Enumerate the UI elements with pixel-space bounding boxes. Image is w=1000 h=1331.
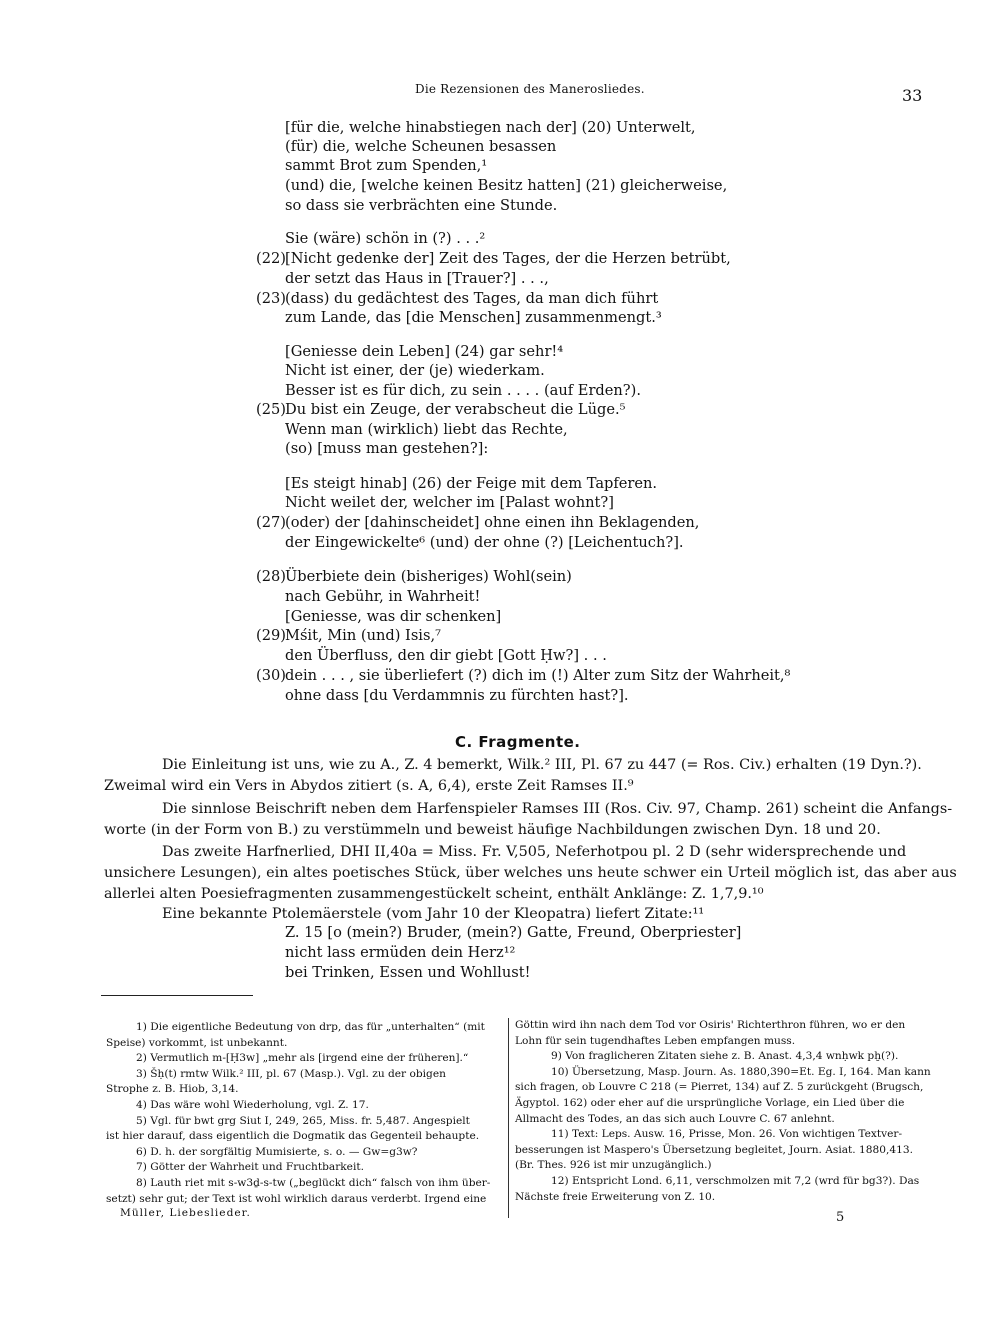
verse-text: (für) die, welche Scheunen besassen xyxy=(285,138,557,155)
poem-line xyxy=(256,289,659,309)
sheet-number: 5 xyxy=(836,1210,845,1225)
footnote-line: 4) Das wäre wohl Wiederholung, vgl. Z. 17. xyxy=(136,1098,369,1111)
verse-text: sammt Brot zum Spenden,¹ xyxy=(285,157,488,174)
verse-text: Überbiete dein (bisheriges) Wohl(sein) xyxy=(285,568,572,585)
verse-text: Du bist ein Zeuge, der verabscheut die Lüge.⁵ xyxy=(285,401,626,418)
poem-line xyxy=(285,420,568,440)
verse-text: der Eingewickelte⁶ (und) der ohne (?) [Leichentuch?]. xyxy=(285,534,684,551)
poem-line xyxy=(285,176,727,196)
footnote-line: 3) Šḥ(t) rmtw Wilk.² III, pl. 67 (Masp.). Vgl. zu der obigen xyxy=(136,1067,446,1080)
paragraph-line: unsichere Lesungen), ein altes poetisches Stück, über welches uns heute schwer ein Urteil möglich ist, das aber aus xyxy=(104,865,957,881)
paragraph-line: Die sinnlose Beischrift neben dem Harfenspieler Ramses III (Ros. Civ. 97, Champ. 261) scheint die Anfangs- xyxy=(162,801,953,817)
poem-line xyxy=(256,567,572,587)
paragraph-line: Das zweite Harfnerlied, DHI II,40a = Miss. Fr. V,505, Neferhotpou pl. 2 D (sehr widersprechende und xyxy=(162,844,907,860)
footnote-line: Ägyptol. 162) oder eher auf die ursprüngliche Vorlage, ein Lied über die xyxy=(515,1096,905,1109)
poem-line xyxy=(285,646,607,666)
verse-text: (oder) der [dahinscheidet] ohne einen ihn Beklagenden, xyxy=(285,514,700,531)
footnote-line: 5) Vgl. für bwt grg Siut I, 249, 265, Miss. fr. 5,487. Angespielt xyxy=(136,1114,470,1127)
footnote-line: ist hier darauf, dass eigentlich die Dogmatik das Gegenteil behaupte. xyxy=(106,1130,480,1143)
poem-line xyxy=(285,118,696,138)
verse-number: (27) xyxy=(256,514,286,531)
poem-line xyxy=(285,269,549,289)
quotation-line: bei Trinken, Essen und Wohllust! xyxy=(285,964,531,981)
verse-text: ohne dass [du Verdammnis zu fürchten hast?]. xyxy=(285,687,629,704)
footnote-line: 10) Übersetzung, Masp. Journ. As. 1880,390=Et. Eg. I, 164. Man kann xyxy=(551,1065,931,1078)
running-title: Die Rezensionen des Manerosliedes. xyxy=(415,82,645,96)
poem-line xyxy=(285,342,563,362)
footnotes-right xyxy=(515,1018,931,1205)
verse-text: [Geniesse dein Leben] (24) gar sehr!⁴ xyxy=(285,343,564,360)
paragraph-line: Eine bekannte Ptolemäerstele (vom Jahr 10 der Kleopatra) liefert Zitate:¹¹ xyxy=(162,906,705,922)
verse-text: dein . . . , sie überliefert (?) dich im (!) Alter zum Sitz der Wahrheit,⁸ xyxy=(285,667,791,684)
verse-text: Nicht ist einer, der (je) wiederkam. xyxy=(285,362,545,379)
poem-line xyxy=(285,686,629,706)
verse-text: (so) [muss man gestehen?]: xyxy=(285,440,489,457)
poem-line xyxy=(256,249,731,269)
footnote-line: Strophe z. B. Hiob, 3,14. xyxy=(106,1083,239,1096)
footnote-line: 9) Von fraglicheren Zitaten siehe z. B. Anast. 4,3,4 wnḥwk pḫ(?). xyxy=(551,1050,899,1063)
footnote-line: Göttin wird ihn nach dem Tod vor Osiris' Richterthron führen, wo er den xyxy=(515,1019,906,1031)
verse-number: (29) xyxy=(256,627,286,644)
paragraph-line: Die Einleitung ist uns, wie zu A., Z. 4 bemerkt, Wilk.² III, Pl. 67 zu 447 (= Ros. Civ.) erhalten (19 Dyn.?). xyxy=(162,757,922,773)
verse-number: (22) xyxy=(256,250,286,267)
poem-line xyxy=(256,513,700,533)
poem-line xyxy=(285,607,501,627)
verse-text: der setzt das Haus in [Trauer?] . . ., xyxy=(285,270,549,287)
footnote-line: sich fragen, ob Louvre C 218 (= Pierret, 134) auf Z. 5 zurückgeht (Brugsch, xyxy=(515,1081,924,1094)
footnote-line: 6) D. h. der sorgfältig Mumisierte, s. o. — Gw=g3w? xyxy=(136,1145,418,1158)
verse-text: nach Gebühr, in Wahrheit! xyxy=(285,588,481,605)
footnote-line: Speise) vorkommt, ist unbekannt. xyxy=(106,1036,288,1049)
verse-text: Nicht weilet der, welcher im [Palast wohnt?] xyxy=(285,494,614,511)
verse-text: den Überfluss, den dir giebt [Gott Ḥw?] . . . xyxy=(285,647,607,664)
poem-line xyxy=(285,156,487,176)
paragraph-line: allerlei alten Poesiefragmenten zusammengestückelt scheint, enthält Anklänge: Z. 1,7,9.¹⁰ xyxy=(104,886,764,902)
poem-line xyxy=(285,587,480,607)
section-title: C. Fragmente. xyxy=(455,733,581,751)
footnote-line: Nächste freie Erweiterung von Z. 10. xyxy=(515,1190,716,1203)
verse-text: [Es steigt hinab] (26) der Feige mit dem Tapferen. xyxy=(285,475,658,492)
paragraph-line: worte (in der Form von B.) zu verstümmeln und beweist häufige Nachbildungen zwischen Dyn. 18 und 20. xyxy=(104,822,881,838)
footnote-rule xyxy=(101,995,253,996)
poem-line xyxy=(285,493,614,513)
footnote-line: besserungen ist Maspero's Übersetzung begleitet, Journ. Asiat. 1880,413. xyxy=(515,1143,913,1156)
quotation-line: Z. 15 [o (mein?) Bruder, (mein?) Gatte, Freund, Oberpriester] xyxy=(285,924,742,941)
verse-text: [Nicht gedenke der] Zeit des Tages, der die Herzen betrübt, xyxy=(285,250,731,267)
book-signature: Müller, Liebeslieder. xyxy=(120,1207,251,1219)
verse-text: so dass sie verbrächten eine Stunde. xyxy=(285,197,558,214)
verse-text: (und) die, [welche keinen Besitz hatten] (21) gleicherweise, xyxy=(285,177,728,194)
footnote-line: 12) Entspricht Lond. 6,11, verschmolzen mit 7,2 (wrd für bg3?). Das xyxy=(551,1174,920,1187)
verse-text: Sie (wäre) schön in (?) . . .² xyxy=(285,230,486,247)
poem-line xyxy=(285,381,641,401)
footnote-line: setzt) sehr gut; der Text ist wohl wirklich daraus verderbt. Irgend eine xyxy=(106,1192,487,1205)
verse-text: zum Lande, das [die Menschen] zusammenmengt.³ xyxy=(285,309,662,326)
poem-line xyxy=(285,439,488,459)
footnote-line: Allmacht des Todes, an das sich auch Louvre C. 67 anlehnt. xyxy=(515,1112,835,1125)
footnote-line: (Br. Thes. 926 ist mir unzugänglich.) xyxy=(515,1159,712,1172)
verse-text: [Geniesse, was dir schenken] xyxy=(285,608,502,625)
footnotes-left xyxy=(106,1020,490,1207)
poem-line xyxy=(285,137,556,157)
verse-text: Besser ist es für dich, zu sein . . . . (auf Erden?). xyxy=(285,382,641,399)
footnote-line: 1) Die eigentliche Bedeutung von drp, das für „unterhalten“ (mit xyxy=(136,1021,485,1033)
verse-number: (23) xyxy=(256,290,286,307)
poem-line xyxy=(256,400,626,420)
poem-line xyxy=(285,533,684,553)
verse-number: (28) xyxy=(256,568,286,585)
paragraph xyxy=(0,799,952,841)
verse-text: (dass) du gedächtest des Tages, da man dich führt xyxy=(285,290,659,307)
verse-text: Wenn man (wirklich) liebt das Rechte, xyxy=(285,421,568,438)
footnote-line: Lohn für sein tugendhaftes Leben empfangen muss. xyxy=(515,1034,796,1047)
poem-line xyxy=(285,229,485,249)
verse-text: [für die, welche hinabstiegen nach der] (20) Unterwelt, xyxy=(285,119,696,136)
footnote-line: 8) Lauth riet mit s-w3ḏ-s-tw („beglückt dich“ falsch von ihm über- xyxy=(136,1176,491,1189)
poem-line xyxy=(256,626,441,646)
footnote-column-divider xyxy=(508,1018,509,1218)
footnote-line: 2) Vermutlich m-[Ḥ3w] „mehr als [irgend eine der früheren].“ xyxy=(136,1052,469,1065)
footnote-line: 11) Text: Leps. Ausw. 16, Prisse, Mon. 26. Von wichtigen Textver- xyxy=(551,1128,903,1141)
poem-line xyxy=(256,666,791,686)
paragraph-line: Zweimal wird ein Vers in Abydos zitiert (s. A, 6,4), erste Zeit Ramses II.⁹ xyxy=(104,778,634,794)
verse-number: (30) xyxy=(256,667,286,684)
page-number: 33 xyxy=(902,86,923,105)
poem-line xyxy=(285,361,545,381)
verse-text: Mśit, Min (und) Isis,⁷ xyxy=(285,627,441,644)
paragraph xyxy=(0,904,704,925)
paragraph xyxy=(0,842,957,905)
quotation-line: nicht lass ermüden dein Herz¹² xyxy=(285,944,516,961)
paragraph xyxy=(0,755,922,797)
poem-line xyxy=(285,474,657,494)
verse-number: (25) xyxy=(256,401,286,418)
poem-line xyxy=(285,196,557,216)
footnote-line: 7) Götter der Wahrheit und Fruchtbarkeit. xyxy=(136,1161,364,1174)
poem-line xyxy=(285,308,662,328)
